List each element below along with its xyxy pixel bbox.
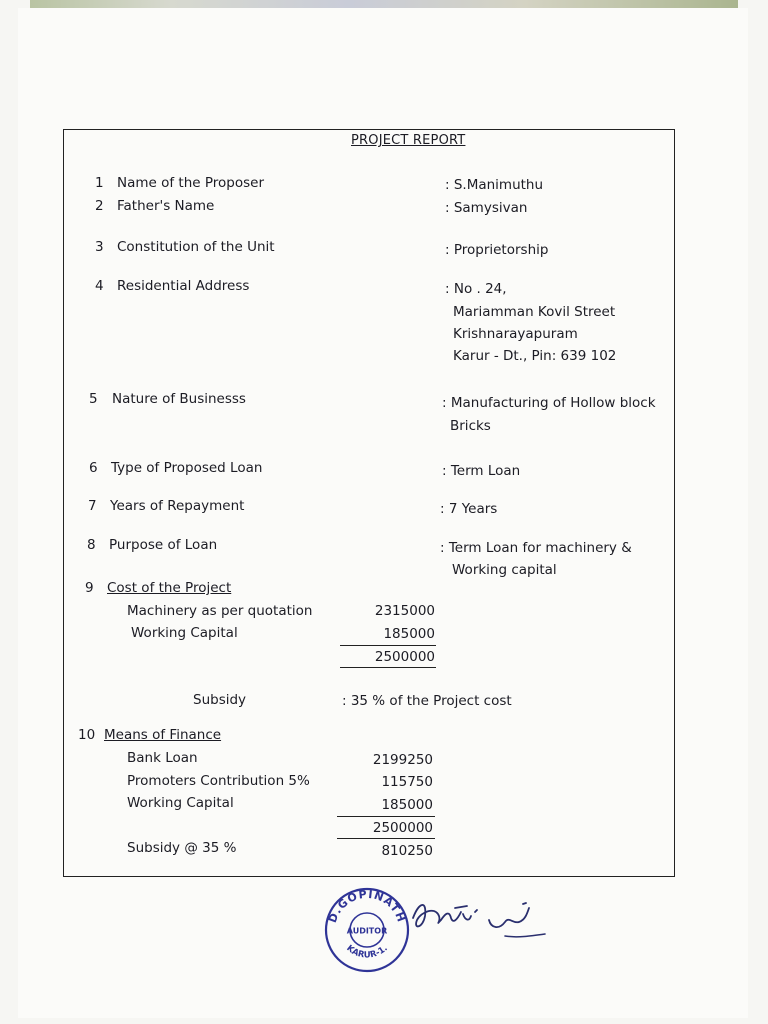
subsidy-value: : 35 % of the Project cost bbox=[342, 693, 512, 709]
item-value-nature-1: : Manufacturing of Hollow block bbox=[442, 395, 656, 411]
item-value-proposer: : S.Manimuthu bbox=[445, 177, 544, 193]
cost-heading: Cost of the Project bbox=[107, 580, 232, 596]
photo-top-edge bbox=[30, 0, 738, 8]
finance-amount-promoters: 115750 bbox=[381, 774, 433, 790]
item-value-nature-2: Bricks bbox=[450, 418, 491, 434]
auditor-stamp bbox=[323, 886, 411, 974]
item-number: 5 bbox=[89, 391, 98, 407]
item-label-address: Residential Address bbox=[117, 278, 250, 294]
finance-label-bank-loan: Bank Loan bbox=[127, 750, 198, 766]
finance-label-working-capital: Working Capital bbox=[127, 795, 234, 811]
cost-label-working-capital: Working Capital bbox=[131, 625, 238, 641]
item-value-purpose-2: Working capital bbox=[452, 562, 557, 578]
sum-rule bbox=[340, 645, 436, 646]
stamp-role: AUDITOR bbox=[346, 926, 388, 936]
address-line-2: Mariamman Kovil Street bbox=[453, 304, 616, 320]
stamp-place: KARUR-1. bbox=[344, 943, 390, 961]
item-number: 3 bbox=[95, 239, 104, 255]
item-number: 6 bbox=[89, 460, 98, 476]
svg-text:KARUR-1. bbox=[344, 943, 389, 960]
cost-amount-machinery: 2315000 bbox=[374, 603, 435, 619]
cost-label-machinery: Machinery as per quotation bbox=[127, 603, 313, 619]
item-value-loan-type: : Term Loan bbox=[442, 463, 521, 479]
cost-amount-working-capital: 185000 bbox=[383, 626, 435, 642]
item-value-constitution: : Proprietorship bbox=[445, 242, 549, 258]
item-label-proposer: Name of the Proposer bbox=[117, 175, 265, 191]
finance-amount-bank-loan: 2199250 bbox=[372, 752, 433, 768]
item-label-repayment: Years of Repayment bbox=[110, 498, 245, 514]
finance-label-promoters: Promoters Contribution 5% bbox=[127, 773, 310, 789]
item-number: 9 bbox=[85, 580, 94, 596]
sum-rule bbox=[337, 816, 435, 817]
finance-amount-working-capital: 185000 bbox=[381, 797, 433, 813]
item-number: 8 bbox=[87, 537, 96, 553]
address-line-4: Karur - Dt., Pin: 639 102 bbox=[453, 348, 617, 364]
finance-subsidy-amount: 810250 bbox=[381, 843, 433, 859]
sum-rule bbox=[337, 838, 435, 839]
handwritten-signature bbox=[405, 890, 555, 950]
report-title: PROJECT REPORT bbox=[351, 133, 466, 148]
finance-total: 2500000 bbox=[372, 820, 433, 836]
item-value-father: : Samysivan bbox=[445, 200, 528, 216]
item-number: 4 bbox=[95, 278, 104, 294]
item-label-constitution: Constitution of the Unit bbox=[117, 239, 275, 255]
item-label-loan-type: Type of Proposed Loan bbox=[111, 460, 263, 476]
finance-heading: Means of Finance bbox=[104, 727, 222, 743]
subsidy-label: Subsidy bbox=[193, 692, 247, 708]
cost-total: 2500000 bbox=[374, 649, 435, 665]
item-value-purpose-1: : Term Loan for machinery & bbox=[440, 540, 632, 556]
item-number: 7 bbox=[88, 498, 97, 514]
stamp-name: D.GOPINATH bbox=[325, 887, 409, 925]
item-label-nature: Nature of Businesss bbox=[112, 391, 246, 407]
item-label-father: Father's Name bbox=[117, 198, 215, 214]
item-number: 1 bbox=[95, 175, 104, 191]
address-line-3: Krishnarayapuram bbox=[453, 326, 578, 342]
item-label-purpose: Purpose of Loan bbox=[109, 537, 218, 553]
finance-subsidy-label: Subsidy @ 35 % bbox=[127, 840, 237, 856]
svg-text:D.GOPINATH bbox=[326, 888, 408, 925]
address-line-1: : No . 24, bbox=[445, 281, 507, 297]
item-number: 2 bbox=[95, 198, 104, 214]
sum-rule bbox=[340, 667, 436, 668]
item-number: 10 bbox=[78, 727, 96, 743]
item-value-repayment: : 7 Years bbox=[440, 501, 498, 517]
